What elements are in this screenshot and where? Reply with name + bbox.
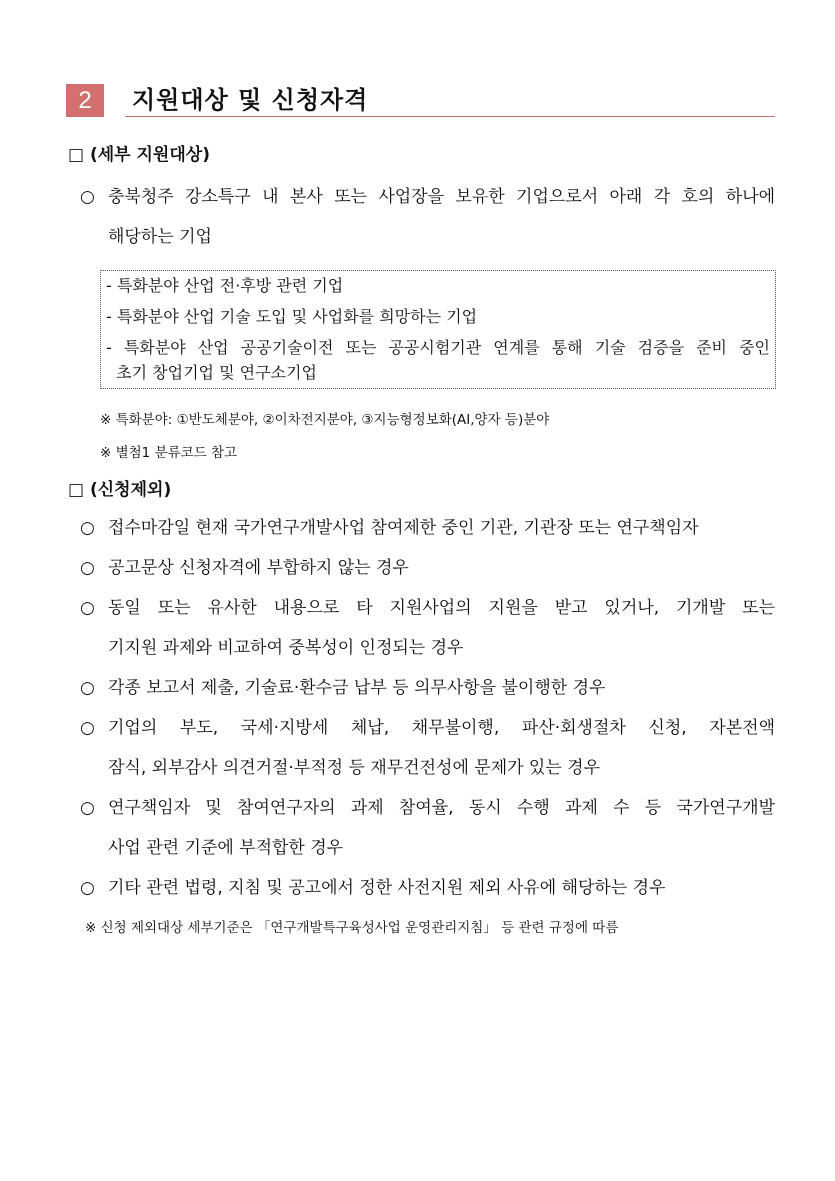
bullet-icon: ○: [80, 598, 95, 618]
exclusion-item-line: 동일 또는 유사한 내용으로 타 지원사업의 지원을 받고 있거나, 기개발 또는: [108, 598, 775, 618]
criteria-line: - 특화분야 산업 기술 도입 및 사업화를 희망하는 기업: [106, 307, 478, 326]
exclusion-item-line: 잠식, 외부감사 의견거절·부적정 등 재무건전성에 문제가 있는 경우: [108, 758, 601, 778]
criteria-line: - 특화분야 산업 전·후방 관련 기업: [106, 276, 344, 295]
note: ※ 특화분야: ①반도체분야, ②이차전지분야, ③지능형정보화(AI,양자 등)분야: [100, 412, 550, 428]
exclusion-item-line: 기타 관련 법령, 지침 및 공고에서 정한 사전지원 제외 사유에 해당하는 경우: [108, 878, 666, 898]
exclusions-note: ※ 신청 제외대상 세부기준은 「연구개발특구육성사업 운영관리지침」 등 관련 규정에 따름: [85, 920, 619, 936]
bullet-icon: ○: [80, 518, 95, 538]
section-number: 2: [66, 84, 104, 117]
bullet-icon: ○: [80, 678, 95, 698]
bullet-icon: ○: [80, 187, 95, 207]
bullet-icon: ○: [80, 558, 95, 578]
exclusion-item-line: 기지원 과제와 비교하여 중복성이 인정되는 경우: [108, 638, 464, 658]
targets-heading: □ (세부 지원대상): [68, 145, 210, 165]
exclusion-item-line: 각종 보고서 제출, 기술료·환수금 납부 등 의무사항을 불이행한 경우: [108, 678, 606, 698]
exclusion-item-line: 공고문상 신청자격에 부합하지 않는 경우: [108, 558, 409, 578]
exclusion-item-line: 연구책임자 및 참여연구자의 과제 참여율, 동시 수행 과제 수 등 국가연구개발: [108, 798, 775, 818]
target-line: 해당하는 기업: [108, 227, 212, 247]
section-title: 지원대상 및 신청자격: [132, 86, 369, 114]
target-line: 충북청주 강소특구 내 본사 또는 사업장을 보유한 기업으로서 아래 각 호의 하나에: [108, 187, 775, 207]
bullet-icon: ○: [80, 798, 95, 818]
bullet-icon: ○: [80, 718, 95, 738]
note: ※ 별첨1 분류코드 참고: [100, 445, 238, 461]
bullet-icon: ○: [80, 878, 95, 898]
criteria-line: - 특화분야 산업 공공기술이전 또는 공공시험기관 연계를 통해 기술 검증을 준비 중인: [106, 338, 770, 357]
title-underline: [125, 116, 775, 117]
exclusion-item-line: 사업 관련 기준에 부적합한 경우: [108, 838, 344, 858]
criteria-line: 초기 창업기업 및 연구소기업: [106, 363, 317, 382]
exclusion-item-line: 기업의 부도, 국세·지방세 체납, 채무불이행, 파산·회생절차 신청, 자본전액: [108, 718, 775, 738]
exclusions-heading: □ (신청제외): [68, 480, 172, 500]
exclusion-item-line: 접수마감일 현재 국가연구개발사업 참여제한 중인 기관, 기관장 또는 연구책임자: [108, 518, 699, 538]
